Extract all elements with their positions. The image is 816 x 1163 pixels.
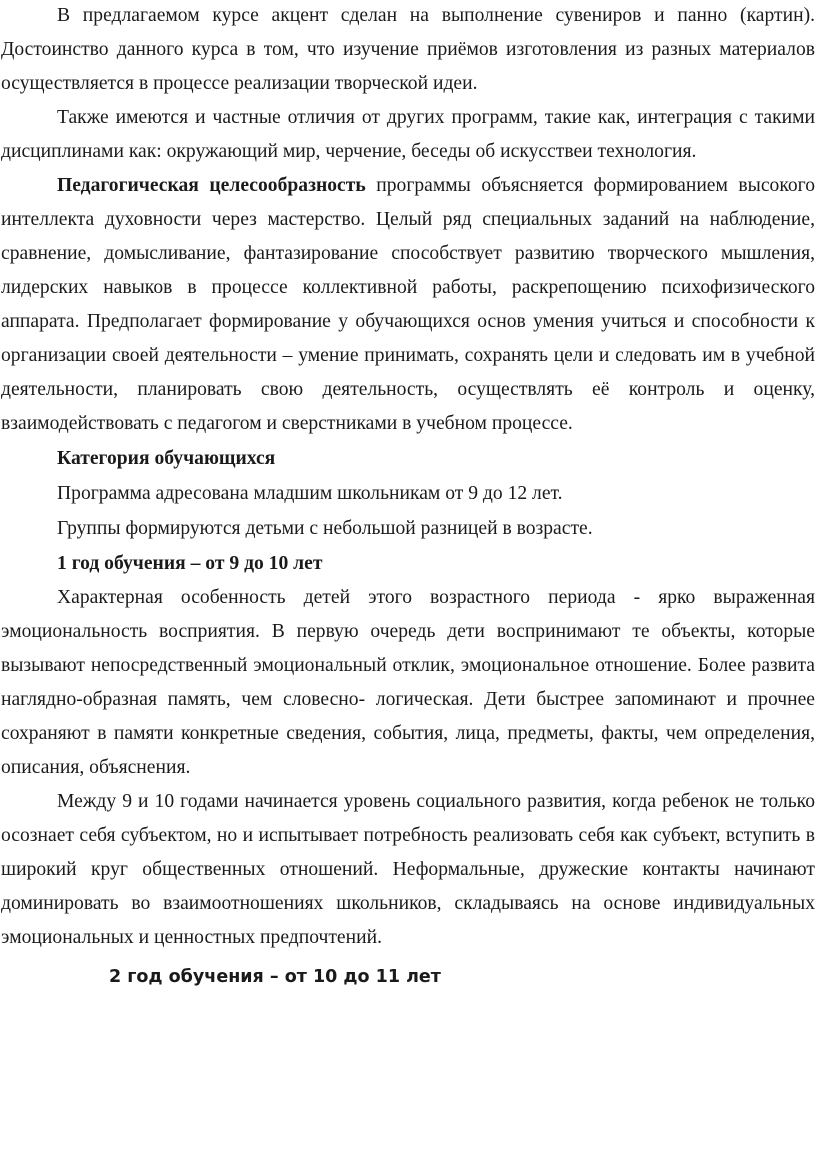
pedagogical-expediency-term: Педагогическая целесообразность (57, 175, 366, 196)
paragraph-pedagogical-expediency (1, 169, 815, 441)
pedagogical-expediency-text: программы объясняется формированием высокого интеллекта духовности через мастерство. Целый ряд специальных заданий на наблюдение, сравнение, домысливание, фантазирование способствует развитию творческого мышления, лидерских навыков в процессе коллективной работы, раскрепощению психофизического аппарата. Предполагает формирование у обучающихся основ умения учиться и способности к организации своей деятельности – умение принимать, сохранять цели и следовать им в учебной деятельности, планировать свою деятельность, осуществлять её контроль и оценку, взаимодействовать с педагогом и сверстниками в учебном процессе. (1, 175, 816, 434)
category-age-line: Программа адресована младшим школьникам от 9 до 12 лет. (57, 483, 563, 504)
paragraph-course-focus: В предлагаемом курсе акцент сделан на выполнение сувениров и панно (картин). Достоинство данного курса в том, что изучение приёмов изготовления из разных материалов осуществляется в процессе реализации творческой идеи. (1, 5, 815, 94)
heading-student-category: Категория обучающихся (57, 448, 276, 469)
heading-year-1: 1 год обучения – от 9 до 10 лет (57, 553, 323, 574)
category-groups-line: Группы формируются детьми с небольшой разницей в возрасте. (57, 518, 593, 539)
paragraph-social-development: Между 9 и 10 годами начинается уровень социального развития, когда ребенок не только осознает себя субъектом, но и испытывает потребность реализовать себя как субъект, вступить в широкий круг общественных отношений. Неформальные, дружеские контакты начинают доминировать во взаимоотношениях школьников, складываясь на основе индивидуальных эмоциональных и ценностных предпочтений. (1, 791, 815, 948)
heading-year-2: 2 год обучения – от 10 до 11 лет (109, 967, 441, 987)
paragraph-integration: Также имеются и частные отличия от других программ, такие как, интеграция с такими дисциплинами как: окружающий мир, черчение, беседы об искусствеи технология. (1, 107, 815, 162)
paragraph-age-features: Характерная особенность детей этого возрастного периода - ярко выраженная эмоциональность восприятия. В первую очередь дети воспринимают те объекты, которые вызывают непосредственный эмоциональный отклик, эмоциональное отношение. Более развита наглядно-образная память, чем словесно- логическая. Дети быстрее запоминают и прочнее сохраняют в памяти конкретные сведения, события, лица, предметы, факты, чем определения, описания, объяснения. (1, 587, 815, 778)
